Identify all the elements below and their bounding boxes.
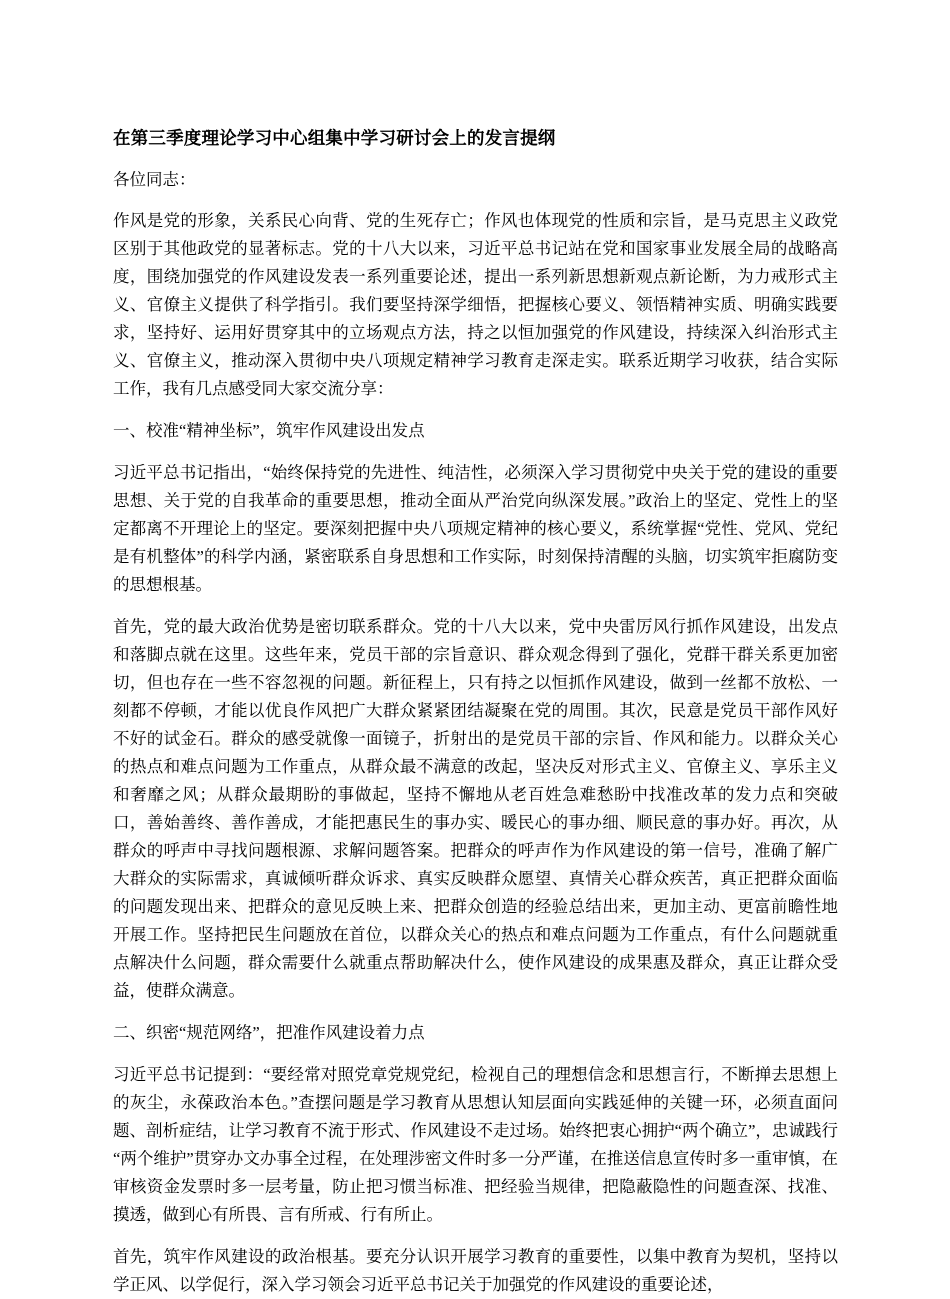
paragraph-section-one-body: 首先，党的最大政治优势是密切联系群众。党的十八大以来，党中央雷厉风行抓作风建设，出发点和落脚点就在这里。这些年来，党员干部的宗旨意识、群众观念得到了强化，党群干群关系更加密切，但也存在一些不容忽视的问题。新征程上，只有持之以恒抓作风建设，做到一丝都不放松、一刻都不停顿，才能以优良作风把广大群众紧紧团结凝聚在党的周围。其次，民意是党员干部作风好不好的试金石。群众的感受就像一面镜子，折射出的是党员干部的宗旨、作风和能力。以群众关心的热点和难点问题为工作重点，从群众最不满意的改起，坚决反对形式主义、官僚主义、享乐主义和奢靡之风；从群众最期盼的事做起，坚持不懈地从老百姓急难愁盼中找准改革的发力点和突破口，善始善终、善作善成，才能把惠民生的事办实、暖民心的事办细、顺民意的事办好。再次，从群众的呼声中寻找问题根源、求解问题答案。把群众的呼声作为作风建设的第一信号，准确了解广大群众的实际需求，真诚倾听群众诉求、真实反映群众愿望、真情关心群众疾苦，真正把群众面临的问题发现出来、把群众的意见反映上来、把群众创造的经验总结出来，更加主动、更富前瞻性地开展工作。坚持把民生问题放在首位，以群众关心的热点和难点问题为工作重点，有什么问题就重点解决什么问题，群众需要什么就重点帮助解决什么，使作风建设的成果惠及群众，真正让群众受益，使群众满意。: [113, 616, 838, 1000]
paragraph-section-two-body: 首先，筑牢作风建设的政治根基。要充分认识开展学习教育的重要性，以集中教育为契机，坚持以学正风、以学促行，深入学习领会习近平总书记关于加强党的作风建设的重要论述，: [113, 1246, 838, 1294]
document-body: [113, 207, 838, 1299]
paragraph-section-two-quote: 习近平总书记提到：“要经常对照党章党规党纪，检视自己的理想信念和思想言行，不断掸去思想上的灰尘，永葆政治本色。”查摆问题是学习教育从思想认知层面向实践延伸的关键一环，必须直面问题、剖析症结，让学习教育不流于形式、作风建设不走过场。始终把衷心拥护“两个确立”，忠诚践行“两个维护”贯穿办文办事全过程，在处理涉密文件时多一分严谨，在推送信息宣传时多一重审慎，在审核资金发票时多一层考量，防止把习惯当标准、把经验当规律，把隐蔽隐性的问题查深、找准、摸透，做到心有所畏、言有所戒、行有所止。: [113, 1064, 838, 1224]
page-title: 在第三季度理论学习中心组集中学习研讨会上的发言提纲: [113, 128, 556, 148]
salutation: 各位同志：: [113, 170, 196, 190]
paragraph-section-one-quote: 习近平总书记指出，“始终保持党的先进性、纯洁性，必须深入学习贯彻党中央关于党的建设的重要思想、关于党的自我革命的重要思想，推动全面从严治党向纵深发展。”政治上的坚定、党性上的坚定都离不开理论上的坚定。要深刻把握中央八项规定精神的核心要义，系统掌握“党性、党风、党纪是有机整体”的科学内涵，紧密联系自身思想和工作实际，时刻保持清醒的头脑，切实筑牢拒腐防变的思想根基。: [113, 462, 838, 594]
paragraph-opening: 作风是党的形象，关系民心向背、党的生死存亡；作风也体现党的性质和宗旨，是马克思主义政党区别于其他政党的显著标志。党的十八大以来，习近平总书记站在党和国家事业发展全局的战略高度，围绕加强党的作风建设发表一系列重要论述，提出一系列新思想新观点新论断，为力戒形式主义、官僚主义提供了科学指引。我们要坚持深学细悟，把握核心要义、领悟精神实质、明确实践要求，坚持好、运用好贯穿其中的立场观点方法，持之以恒加强党的作风建设，持续深入纠治形式主义、官僚主义，推动深入贯彻中央八项规定精神学习教育走深走实。联系近期学习收获，结合实际工作，我有几点感受同大家交流分享：: [113, 210, 838, 398]
section-heading-two: 二、织密“规范网络”，把准作风建设着力点: [113, 1022, 425, 1042]
section-heading-one: 一、校准“精神坐标”，筑牢作风建设出发点: [113, 420, 425, 440]
